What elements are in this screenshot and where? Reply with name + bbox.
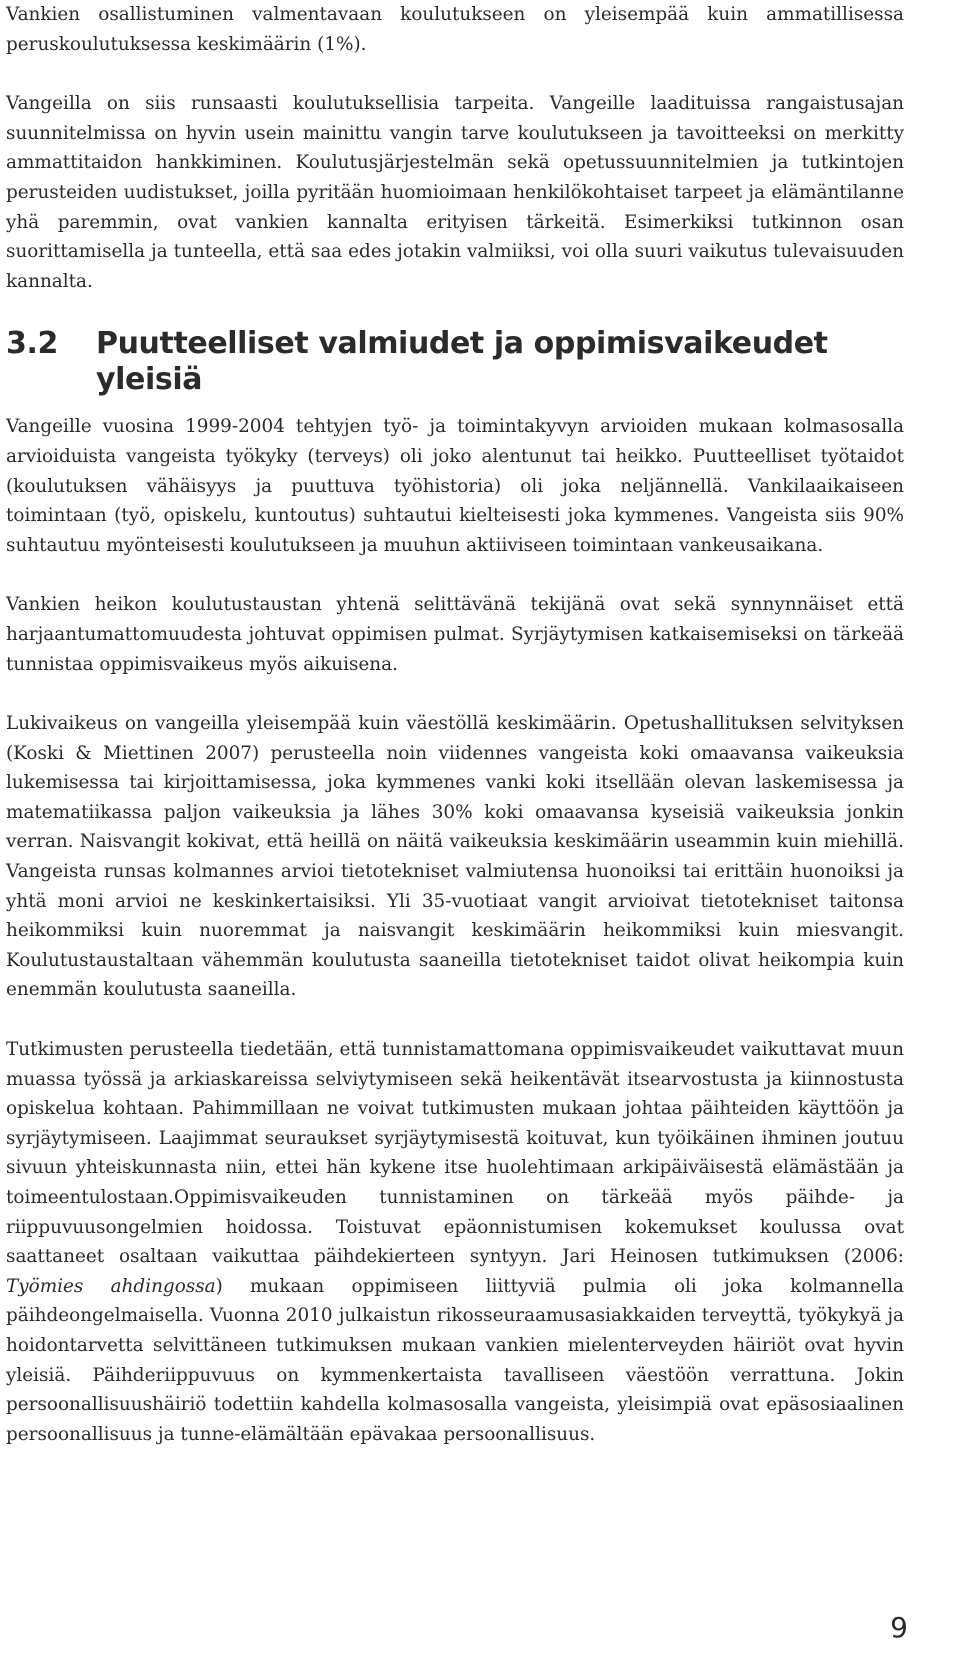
document-page xyxy=(6,0,904,1449)
paragraph-reading-difficulty: Lukivaikeus on vangeilla yleisempää kuin väestöllä keskimäärin. Opetushallituksen selvityksen (Koski & Miettinen 2007) perusteella noin viidennes vangeista koki omaavansa vaikeuksia lukemisessa tai kirjoittamisessa, joka kymmenes vanki koki itsellään olevan laskemisessa ja matematiikassa paljon vaikeuksia ja lähes 30% koki omaavansa kyseisiä vaikeuksia jonkin verran. Naisvangit kokivat, että heillä on näitä vaikeuksia keskimäärin useammin kuin miehillä. Vangeista runsas kolmannes arvioi tietotekniset valmiutensa huonoiksi tai erittäin huonoiksi ja yhtä moni arvioi ne keskinkertaisiksi. Yli 35-vuotiaat vangit arvioivat tietotekniset taitonsa heikommiksi kuin nuoremmat ja naisvangit keskimäärin heikommiksi kuin miesvangit. Koulutustaustaltaan vähemmän koulutusta saaneilla tietotekniset taidot olivat heikompia kuin enemmän koulutusta saaneilla. xyxy=(6,713,904,1001)
paragraph-research-findings xyxy=(6,1035,904,1449)
paragraph-spacer xyxy=(6,1005,904,1035)
paragraph-education-needs: Vangeilla on siis runsaasti koulutuksellisia tarpeita. Vangeille laadituissa rangaistusajan suunnitelmissa on hyvin usein mainittu vangin tarve koulutukseen ja tavoitteeksi on merkitty ammattitaidon hankkiminen. Koulutusjärjestelmän sekä opetussuunnitelmien ja tutkintojen perusteiden uudistukset, joilla pyritään huomioimaan henkilökohtaiset tarpeet ja elämäntilanne yhä paremmin, ovat vankien kannalta erityisen tärkeitä. Esimerkiksi tutkinnon osan suorittamisella ja tunteella, että saa edes jotakin valmiiksi, voi olla suuri vaikutus tulevaisuuden kannalta. xyxy=(6,93,904,292)
paragraph-spacer xyxy=(6,679,904,709)
research-text-part-1: Tutkimusten perusteella tiedetään, että tunnistamattomana oppimisvaikeudet vaikuttavat muun muassa työssä ja arkiaskareissa selviytymiseen sekä heikentävät itsearvostusta ja kiinnostusta opiskelua kohtaan. Pahimmillaan ne voivat tutkimusten mukaan johtaa päihteiden käyttöön ja syrjäytymiseen. Laajimmat seuraukset syrjäytymisestä koituvat, kun työikäinen ihminen joutuu sivuun yhteiskunnasta niin, ettei hän kykene itse huolehtimaan arkipäiväisestä elämästään ja toimeentulostaan.Oppimisvaikeuden tunnistaminen on tärkeää myös päihde- ja riippuvuusongelmien hoidossa. Toistuvat epäonnistumisen kokemukset koulussa ovat saattaneet osaltaan vaikuttaa päihdekierteen syntyyn. Jari Heinosen tutkimuksen (2006: xyxy=(6,1039,904,1268)
paragraph-spacer xyxy=(6,59,904,89)
section-heading xyxy=(6,296,904,412)
book-title-italic: Työmies ahdingossa xyxy=(6,1275,216,1297)
page-number: 9 xyxy=(890,1611,908,1644)
paragraph-spacer xyxy=(6,560,904,590)
paragraph-education-participation: Vankien osallistuminen valmentavaan koulutukseen on yleisempää kuin ammatillisessa peruskoulutuksessa keskimäärin (1%). xyxy=(6,4,904,55)
section-title: Puutteelliset valmiudet ja oppimisvaikeudet yleisiä xyxy=(96,326,828,398)
research-text-part-2: ) mukaan oppimiseen liittyviä pulmia oli joka kolmannella päihdeongelmaisella. Vuonna 2010 julkaistun rikosseuraamusasiakkaiden terveyttä, työkykyä ja hoidontarvetta selvittäneen tutkimuksen mukaan vankien mielenterveyden häiriöt ovat hyvin yleisiä. Päihderiippuvuus on kymmenkertaista tavalliseen väestöön verrattuna. Jokin persoonallisuushäiriö todettiin kahdella kolmasosalla vangeista, yleisimpiä ovat epäsosiaalinen persoonallisuus ja tunne-elämältään epävakaa persoonallisuus. xyxy=(6,1275,904,1445)
paragraph-learning-problems: Vankien heikon koulutustaustan yhtenä selittävänä tekijänä ovat sekä synnynnäiset että harjaantumattomuudesta johtuvat oppimisen pulmat. Syrjäytymisen katkaisemiseksi on tärkeää tunnistaa oppimisvaikeus myös aikuisena. xyxy=(6,594,904,675)
paragraph-work-ability: Vangeille vuosina 1999-2004 tehtyjen työ- ja toimintakyvyn arvioiden mukaan kolmasosalla arvioiduista vangeista työkyky (terveys) oli joko alentunut tai heikko. Puutteelliset työtaidot (koulutuksen vähäisyys ja puuttuva työhistoria) oli joka neljännellä. Vankilaaikaiseen toimintaan (työ, opiskelu, kuntoutus) suhtautui kielteisesti joka kymmenes. Vangeista siis 90% suhtautuu myönteisesti koulutukseen ja muuhun aktiiviseen toimintaan vankeusaikana. xyxy=(6,416,904,556)
section-number: 3.2 xyxy=(6,326,58,362)
